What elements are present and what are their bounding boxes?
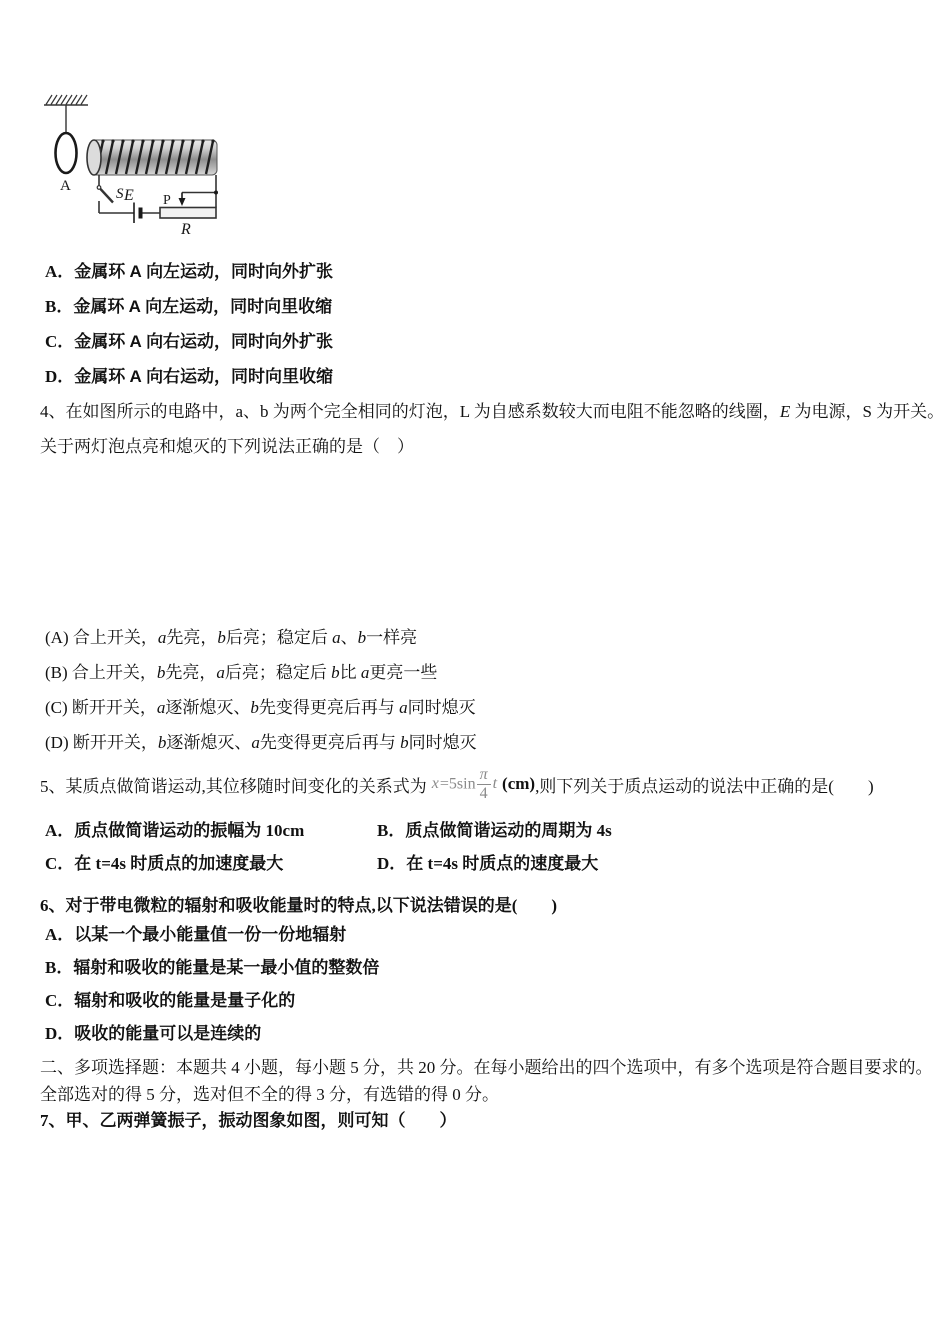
section2-line2: 全部选对的得 5 分，选对但不全的得 3 分，有选错的得 0 分。	[40, 1085, 499, 1104]
solenoid-coil	[87, 139, 217, 175]
section2-header	[40, 1054, 933, 1108]
q4-option-a: (A) 合上开关，a先亮，b后亮；稳定后 a、b一样亮	[45, 628, 418, 647]
q4-option-b: (B) 合上开关，b先亮，a后亮；稳定后 b比 a更亮一些	[45, 663, 438, 682]
q5-option-a: A．质点做简谐运动的振幅为 10cm	[45, 821, 305, 840]
q4-stem-line2: 关于两灯泡点亮和熄灭的下列说法正确的是（ ）	[40, 437, 414, 456]
q3-option-a: A．金属环 A 向左运动，同时向外扩张	[45, 262, 334, 281]
q6-option-c: C．辐射和吸收的能量是量子化的	[45, 991, 296, 1010]
q6-stem: 6、对于带电微粒的辐射和吸收能量时的特点,以下说法错误的是( )	[40, 896, 558, 915]
metal-ring	[56, 133, 77, 173]
q3-option-d: D．金属环 A 向右运动，同时向里收缩	[45, 367, 334, 386]
rheostat-body	[160, 208, 216, 219]
ceiling-hatch	[44, 95, 88, 105]
q4-option-c: (C) 断开开关，a逐渐熄灭、b先变得更亮后再与 a同时熄灭	[45, 698, 476, 717]
switch-label: S	[116, 186, 124, 202]
wiper-arrow	[179, 193, 186, 207]
q6-option-b: B．辐射和吸收的能量是某一最小值的整数倍	[45, 958, 380, 977]
q5-stem-prefix: 5、某质点做简谐运动,其位移随时间变化的关系式为	[40, 776, 427, 796]
q6-option-a: A．以某一个最小能量值一份一份地辐射	[45, 925, 347, 944]
q6-options	[45, 918, 379, 1050]
q4-stem-line1: 4、在如图所示的电路中，a、b 为两个完全相同的灯泡，L 为自感系数较大而电阻不能忽略的线圈，E 为电源，S 为开关。	[40, 402, 945, 421]
solenoid-ring-circuit-figure	[42, 92, 227, 242]
q5-option-c: C．在 t=4s 时质点的加速度最大	[45, 854, 284, 873]
rheostat-label: R	[181, 221, 191, 238]
shm-displacement-formula: x=5sin $\frac{\pi}{4}$ t	[431, 765, 498, 802]
ring-label: A	[60, 178, 71, 194]
q5-options-col1	[45, 814, 304, 880]
q7-stem: 7、甲、乙两弹簧振子，振动图象如图，则可知（ ）	[40, 1111, 457, 1130]
q4-option-d: (D) 断开开关，b逐渐熄灭、a先变得更亮后再与 b同时熄灭	[45, 733, 477, 752]
q5-units: (cm)	[502, 774, 536, 793]
battery-label: E	[124, 187, 134, 204]
q3-options	[45, 254, 333, 394]
q5-stem	[40, 766, 874, 802]
q3-option-c: C．金属环 A 向右运动，同时向外扩张	[45, 332, 334, 351]
battery	[134, 203, 141, 224]
q5-option-b: B．质点做简谐运动的周期为 4s	[377, 821, 612, 840]
q3-option-b: B．金属环 A 向左运动，同时向里收缩	[45, 297, 333, 316]
wiper-label: P	[163, 193, 171, 208]
junction-dot	[214, 191, 218, 195]
q5-stem-suffix: ,则下列关于质点运动的说法中正确的是( )	[535, 776, 874, 796]
switch	[97, 186, 113, 203]
q6-option-d: D．吸收的能量可以是连续的	[45, 1024, 262, 1043]
q4-options	[45, 620, 477, 760]
section2-line1: 二、多项选择题：本题共 4 小题，每小题 5 分，共 20 分。在每小题给出的四个选项中，有多个选项是符合题目要求的。	[40, 1058, 933, 1077]
q5-options-col2	[377, 814, 612, 880]
q5-option-d: D．在 t=4s 时质点的速度最大	[377, 854, 599, 873]
